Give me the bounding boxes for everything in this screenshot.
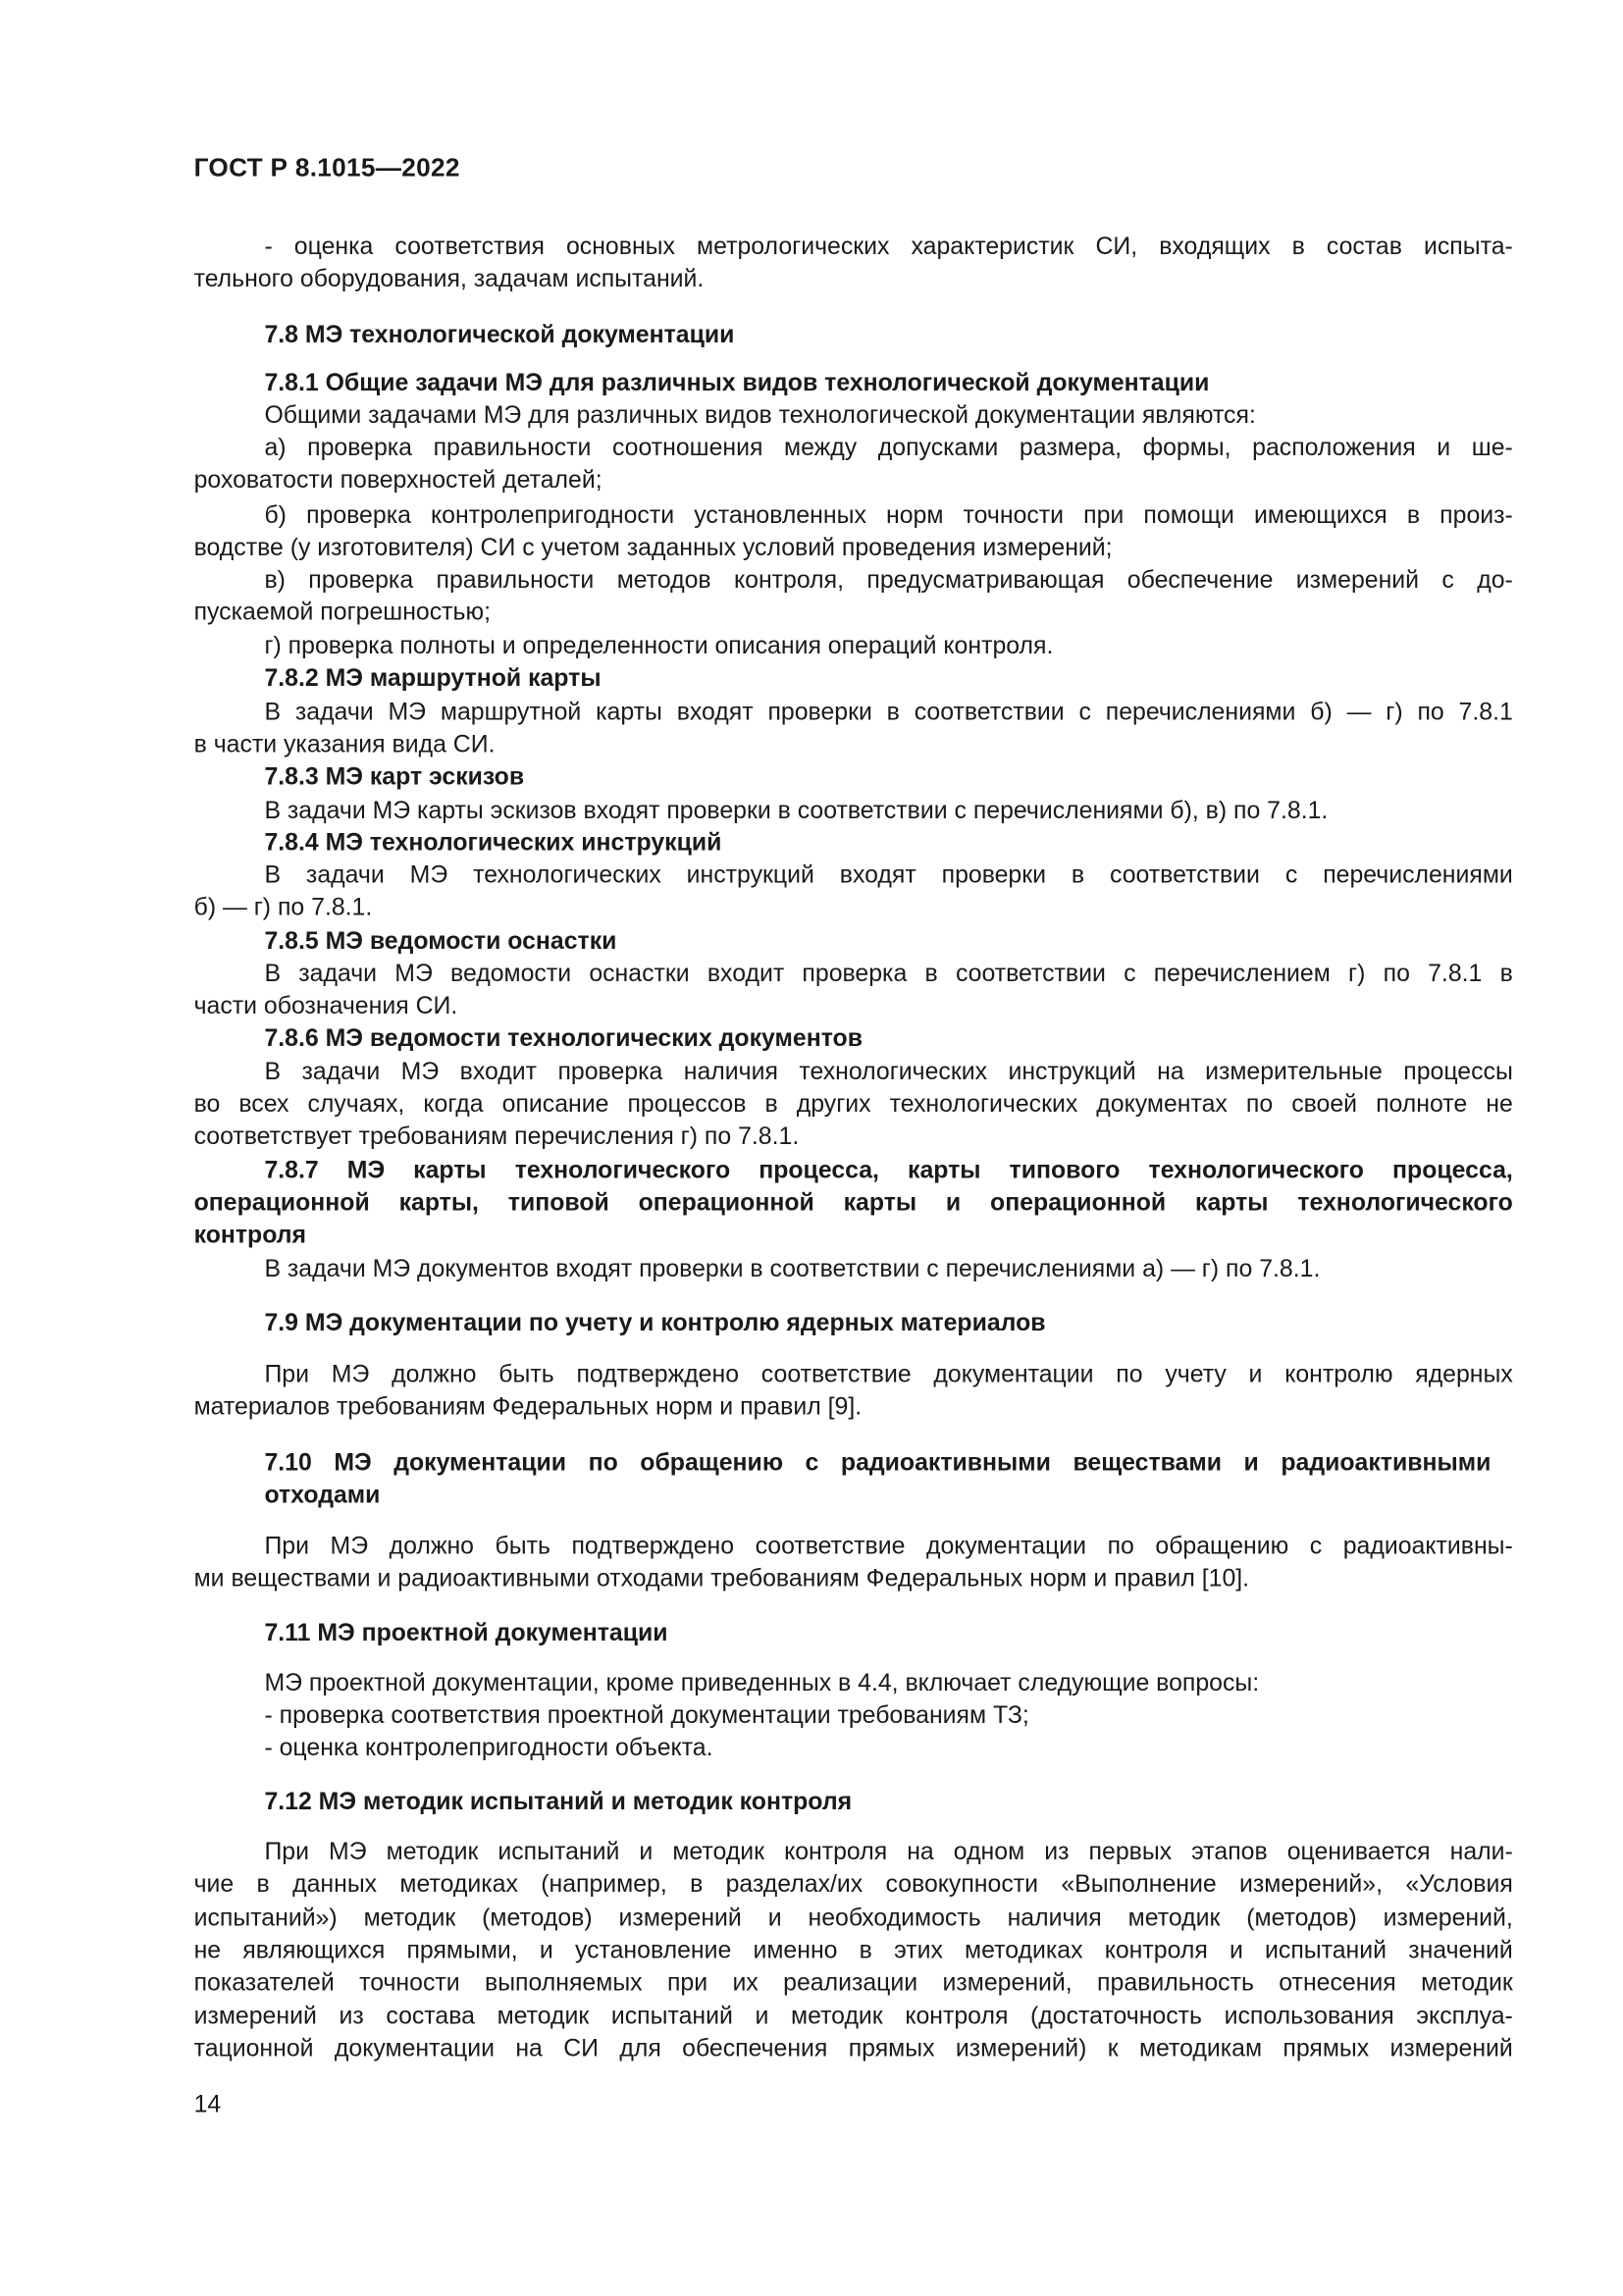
list-item: - проверка соответствия проектной документации требованиям ТЗ; [264, 1700, 1029, 1729]
text-line: в) проверка правильности методов контроля, предусматривающая обеспечение измерений с до- [264, 565, 1513, 594]
list-item: - оценка контролепригодности объекта. [264, 1733, 713, 1761]
text-line: В задачи МЭ технологических инструкций входят проверки в соответствии с перечислениями [264, 861, 1513, 889]
section-heading: 7.9 МЭ документации по учету и контролю ядерных материалов [264, 1308, 1046, 1337]
subsection-heading-cont: контроля [193, 1220, 307, 1249]
text-line: При МЭ должно быть подтверждено соответствие документации по учету и контролю ядерных [264, 1360, 1513, 1388]
text-line: При МЭ должно быть подтверждено соответствие документации по обращению с радиоактивны- [264, 1532, 1513, 1560]
text-line: чие в данных методиках (например, в разделах/их совокупности «Выполнение измерений», «Условия [193, 1869, 1513, 1898]
subsection-heading: 7.8.4 МЭ технологических инструкций [264, 828, 722, 857]
text-line: В задачи МЭ документов входят проверки в соответствии с перечислениями а) — г) по 7.8.1. [264, 1254, 1321, 1282]
text-line: показателей точности выполняемых при их реализации измерений, правильность отнесения методик [193, 1967, 1513, 1997]
text-line: ми веществами и радиоактивными отходами требованиям Федеральных норм и правил [10]. [193, 1564, 1250, 1592]
text-line: части обозначения СИ. [193, 991, 458, 1019]
document-number: ГОСТ Р 8.1015—2022 [193, 152, 460, 183]
text-line: тационной документации на СИ для обеспечения прямых измерений) к методикам прямых измерений [193, 2034, 1513, 2062]
subsection-heading: 7.8.3 МЭ карт эскизов [264, 761, 525, 791]
section-heading: 7.12 МЭ методик испытаний и методик контроля [264, 1787, 853, 1816]
text-line: В задачи МЭ входит проверка наличия технологических инструкций на измерительные процессы [264, 1057, 1513, 1086]
text-line: испытаний») методик (методов) измерений и необходимость наличия методик (методов) измерений, [193, 1903, 1513, 1932]
text-line: В задачи МЭ карты эскизов входят проверки в соответствии с перечислениями б), в) по 7.8.1. [264, 796, 1329, 824]
text-line: не являющихся прямыми, и установление именно в этих методиках контроля и испытаний значений [193, 1935, 1513, 1964]
subsection-heading: 7.8.6 МЭ ведомости технологических документов [264, 1023, 864, 1052]
text-line: При МЭ методик испытаний и методик контроля на одном из первых этапов оценивается нали- [264, 1837, 1513, 1866]
text-line: б) — г) по 7.8.1. [193, 893, 373, 921]
subsection-heading: 7.8.2 МЭ маршрутной карты [264, 663, 602, 693]
text-line: во всех случаях, когда описание процессов в других технологических документах по своей полноте не [193, 1089, 1513, 1119]
subsection-heading: 7.8.5 МЭ ведомости оснастки [264, 926, 617, 955]
text-line: а) проверка правильности соотношения между допусками размера, формы, расположения и ше- [264, 433, 1513, 462]
text-line: МЭ проектной документации, кроме приведенных в 4.4, включает следующие вопросы: [264, 1668, 1260, 1696]
section-heading: 7.8 МЭ технологической документации [264, 320, 735, 348]
section-heading: 7.11 МЭ проектной документации [264, 1618, 668, 1647]
text-line: В задачи МЭ ведомости оснастки входит проверка в соответствии с перечислением г) по 7.8.1 в [264, 959, 1513, 987]
text-line: роховатости поверхностей деталей; [193, 465, 602, 494]
section-heading: 7.10 МЭ документации по обращению с радиоактивными веществами и радиоактивными [264, 1447, 1492, 1477]
subsection-heading-cont: операционной карты, типовой операционной карты и операционной карты технологического [193, 1187, 1513, 1217]
page-number: 14 [193, 2090, 222, 2118]
text-line: водстве (у изготовителя) СИ с учетом заданных условий проведения измерений; [193, 533, 1113, 561]
text-line: в части указания вида СИ. [193, 729, 496, 758]
text-line: соответствует требованиям перечисления г) по 7.8.1. [193, 1122, 800, 1151]
text-line: В задачи МЭ маршрутной карты входят проверки в соответствии с перечислениями б) — г) по 7.8.1 [264, 698, 1513, 726]
text-line: - оценка соответствия основных метрологических характеристик СИ, входящих в состав испыта- [264, 232, 1513, 260]
subsection-heading: 7.8.1 Общие задачи МЭ для различных видов технологической документации [264, 368, 1210, 397]
text-line: тельного оборудования, задачам испытаний. [193, 264, 705, 292]
text-line: Общими задачами МЭ для различных видов технологической документации являются: [264, 400, 1256, 430]
text-line: г) проверка полноты и определенности описания операций контроля. [264, 631, 1054, 660]
text-line: б) проверка контролепригодности установленных норм точности при помощи имеющихся в произ- [264, 500, 1513, 529]
text-line: материалов требованиям Федеральных норм и правил [9]. [193, 1392, 863, 1421]
section-heading-cont: отходами [264, 1480, 381, 1509]
subsection-heading: 7.8.7 МЭ карты технологического процесса, карты типового технологического процесса, [264, 1156, 1513, 1184]
text-line: пускаемой погрешностью; [193, 598, 492, 626]
text-line: измерений из состава методик испытаний и методик контроля (достаточность использования эксплуа- [193, 2002, 1513, 2030]
